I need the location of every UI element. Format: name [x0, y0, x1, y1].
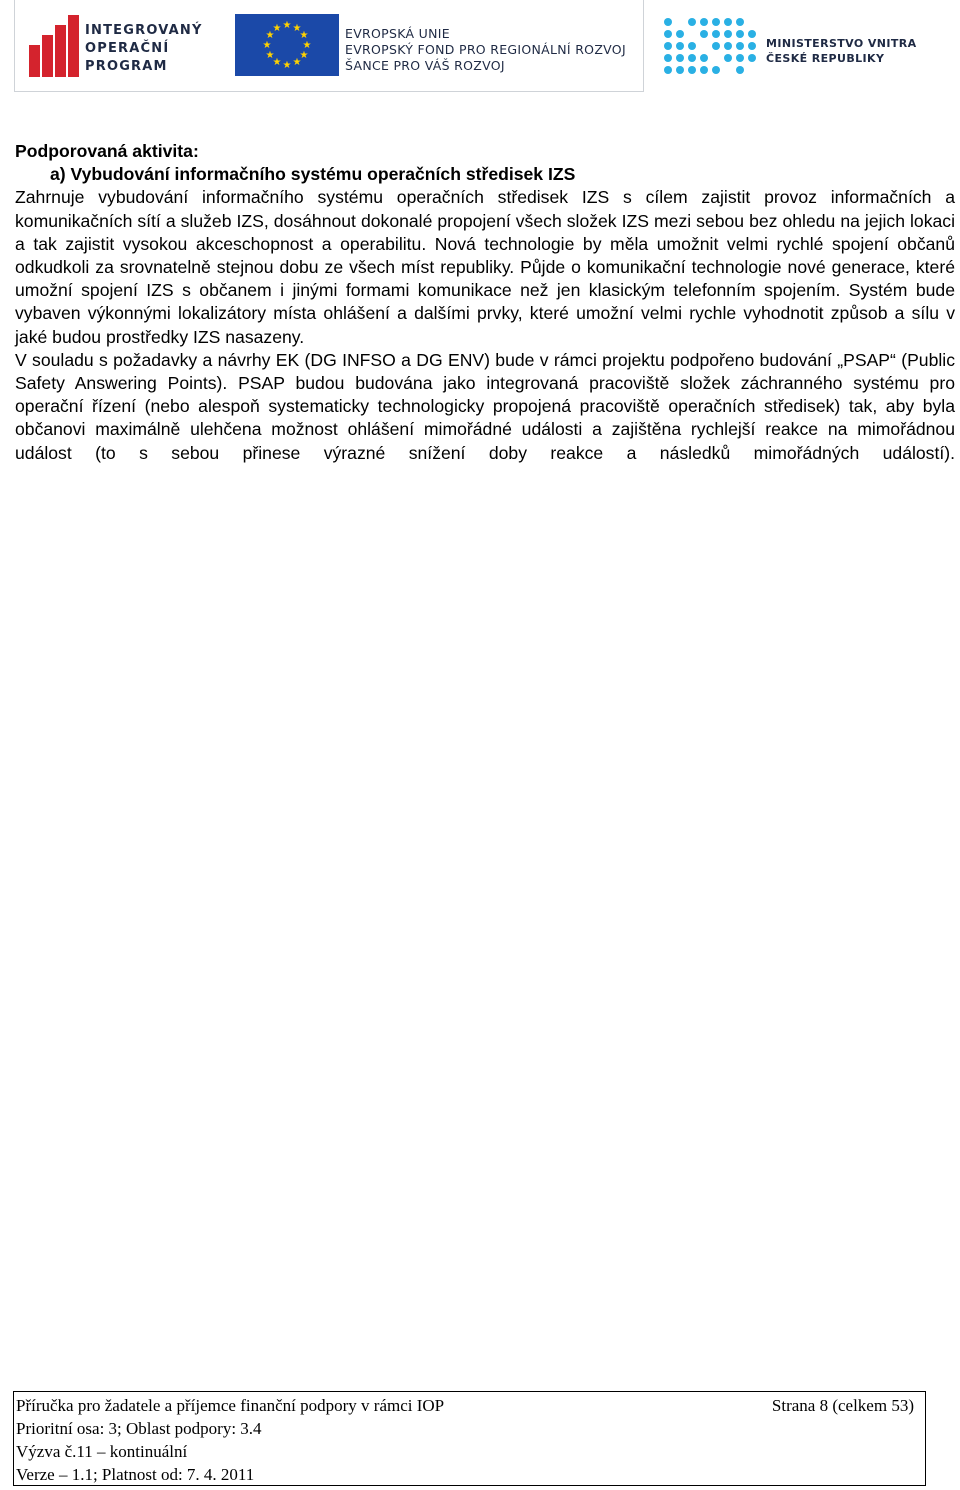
svg-text:★: ★ [272, 23, 282, 34]
iop-logo-text [85, 22, 203, 76]
footer-line: Verze – 1.1; Platnost od: 7. 4. 2011 [16, 1465, 255, 1484]
page-number: Strana 8 (celkem 53) [771, 1396, 914, 1415]
eu-logo-line: EVROPSKÁ UNIE [345, 26, 450, 41]
eu-logo-line: ŠANCE PRO VÁŠ ROZVOJ [345, 58, 505, 73]
main-content [15, 140, 955, 465]
activity-heading: a) Vybudování informačního systému operačních středisek IZS [50, 164, 576, 185]
footer-line: Příručka pro žadatele a příjemce finanční podpory v rámci IOP [16, 1396, 445, 1415]
iop-logo-line: OPERAČNÍ [85, 41, 170, 56]
svg-text:★: ★ [265, 50, 275, 61]
ministry-logo-line: MINISTERSTVO VNITRA [766, 37, 917, 50]
svg-text:★: ★ [262, 40, 272, 51]
svg-text:★: ★ [282, 20, 292, 31]
eu-stars-icon [235, 14, 339, 76]
footer-line: Výzva č.11 – kontinuální [16, 1442, 188, 1461]
svg-text:★: ★ [299, 50, 309, 61]
body-paragraph: Zahrnuje vybudování informačního systému operačních středisek IZS s cílem zajistit provoz informačních a komunikačních sítí a služeb IZS, dosáhnout dokonalé propojení všech složek IZS mezi sebou bez ohledu na jejich lokaci a tak zajistit vysokou akceschopnost a operabilitu. Nová technologie by měla umožnit velmi rychlé spojení občanů odkudkoli za srovnatelně stejnou dobu ze všech míst republiky. Půjde o komunikační technologie nové generace, které umožní spojení IZS s občanem i jinými formami komunikace než jen klasickým telefonním spojením. Systém bude vybaven výkonnými lokalizátory místa ohlášení a dalšími prvky, které umožní velmi rychle vyhodnotit způsob a sílu v jaké budou prostředky IZS nasazeny. [15, 187, 955, 347]
svg-text:★: ★ [282, 60, 292, 71]
section-heading: Podporovaná aktivita: [15, 141, 199, 161]
iop-logo-line: INTEGROVANÝ [85, 23, 203, 38]
svg-text:★: ★ [292, 57, 302, 68]
eu-logo-text [345, 26, 626, 74]
footer-line: Prioritní osa: 3; Oblast podpory: 3.4 [16, 1419, 262, 1438]
svg-text:★: ★ [302, 40, 312, 51]
header-logo-strip [14, 0, 644, 92]
eu-logo [235, 14, 645, 76]
body-paragraph: V souladu s požadavky a návrhy EK (DG INFSO a DG ENV) bude v rámci projektu podpořeno budování „PSAP“ (Public Safety Answering Points). PSAP budou budována jako integrovaná pracoviště složek záchranného systému pro operační řízení (nebo alespoň systematicky technologicky propojená pracoviště operačních středisek) tak, aby byla občanovi maximálně ulehčena možnost ohlášení mimořádné události a zajištěna rychlejší reakce na mimořádnou událost (to s sebou přinese výrazné snížení doby reakce a následků mimořádných událostí). [15, 349, 955, 463]
svg-text:★: ★ [272, 57, 282, 68]
eu-flag-icon [235, 14, 339, 76]
svg-text:★: ★ [265, 30, 275, 41]
svg-text:★: ★ [299, 30, 309, 41]
iop-logo [15, 0, 231, 90]
ministry-dots-icon [662, 14, 758, 78]
eu-logo-line: EVROPSKÝ FOND PRO REGIONÁLNÍ ROZVOJ [345, 42, 626, 57]
iop-bars-icon [29, 15, 79, 77]
ministry-logo [662, 14, 958, 78]
ministry-logo-line: ČESKÉ REPUBLIKY [766, 52, 885, 65]
svg-text:★: ★ [292, 23, 302, 34]
ministry-logo-text [766, 36, 917, 66]
page-footer [13, 1391, 926, 1486]
iop-logo-line: PROGRAM [85, 59, 168, 74]
